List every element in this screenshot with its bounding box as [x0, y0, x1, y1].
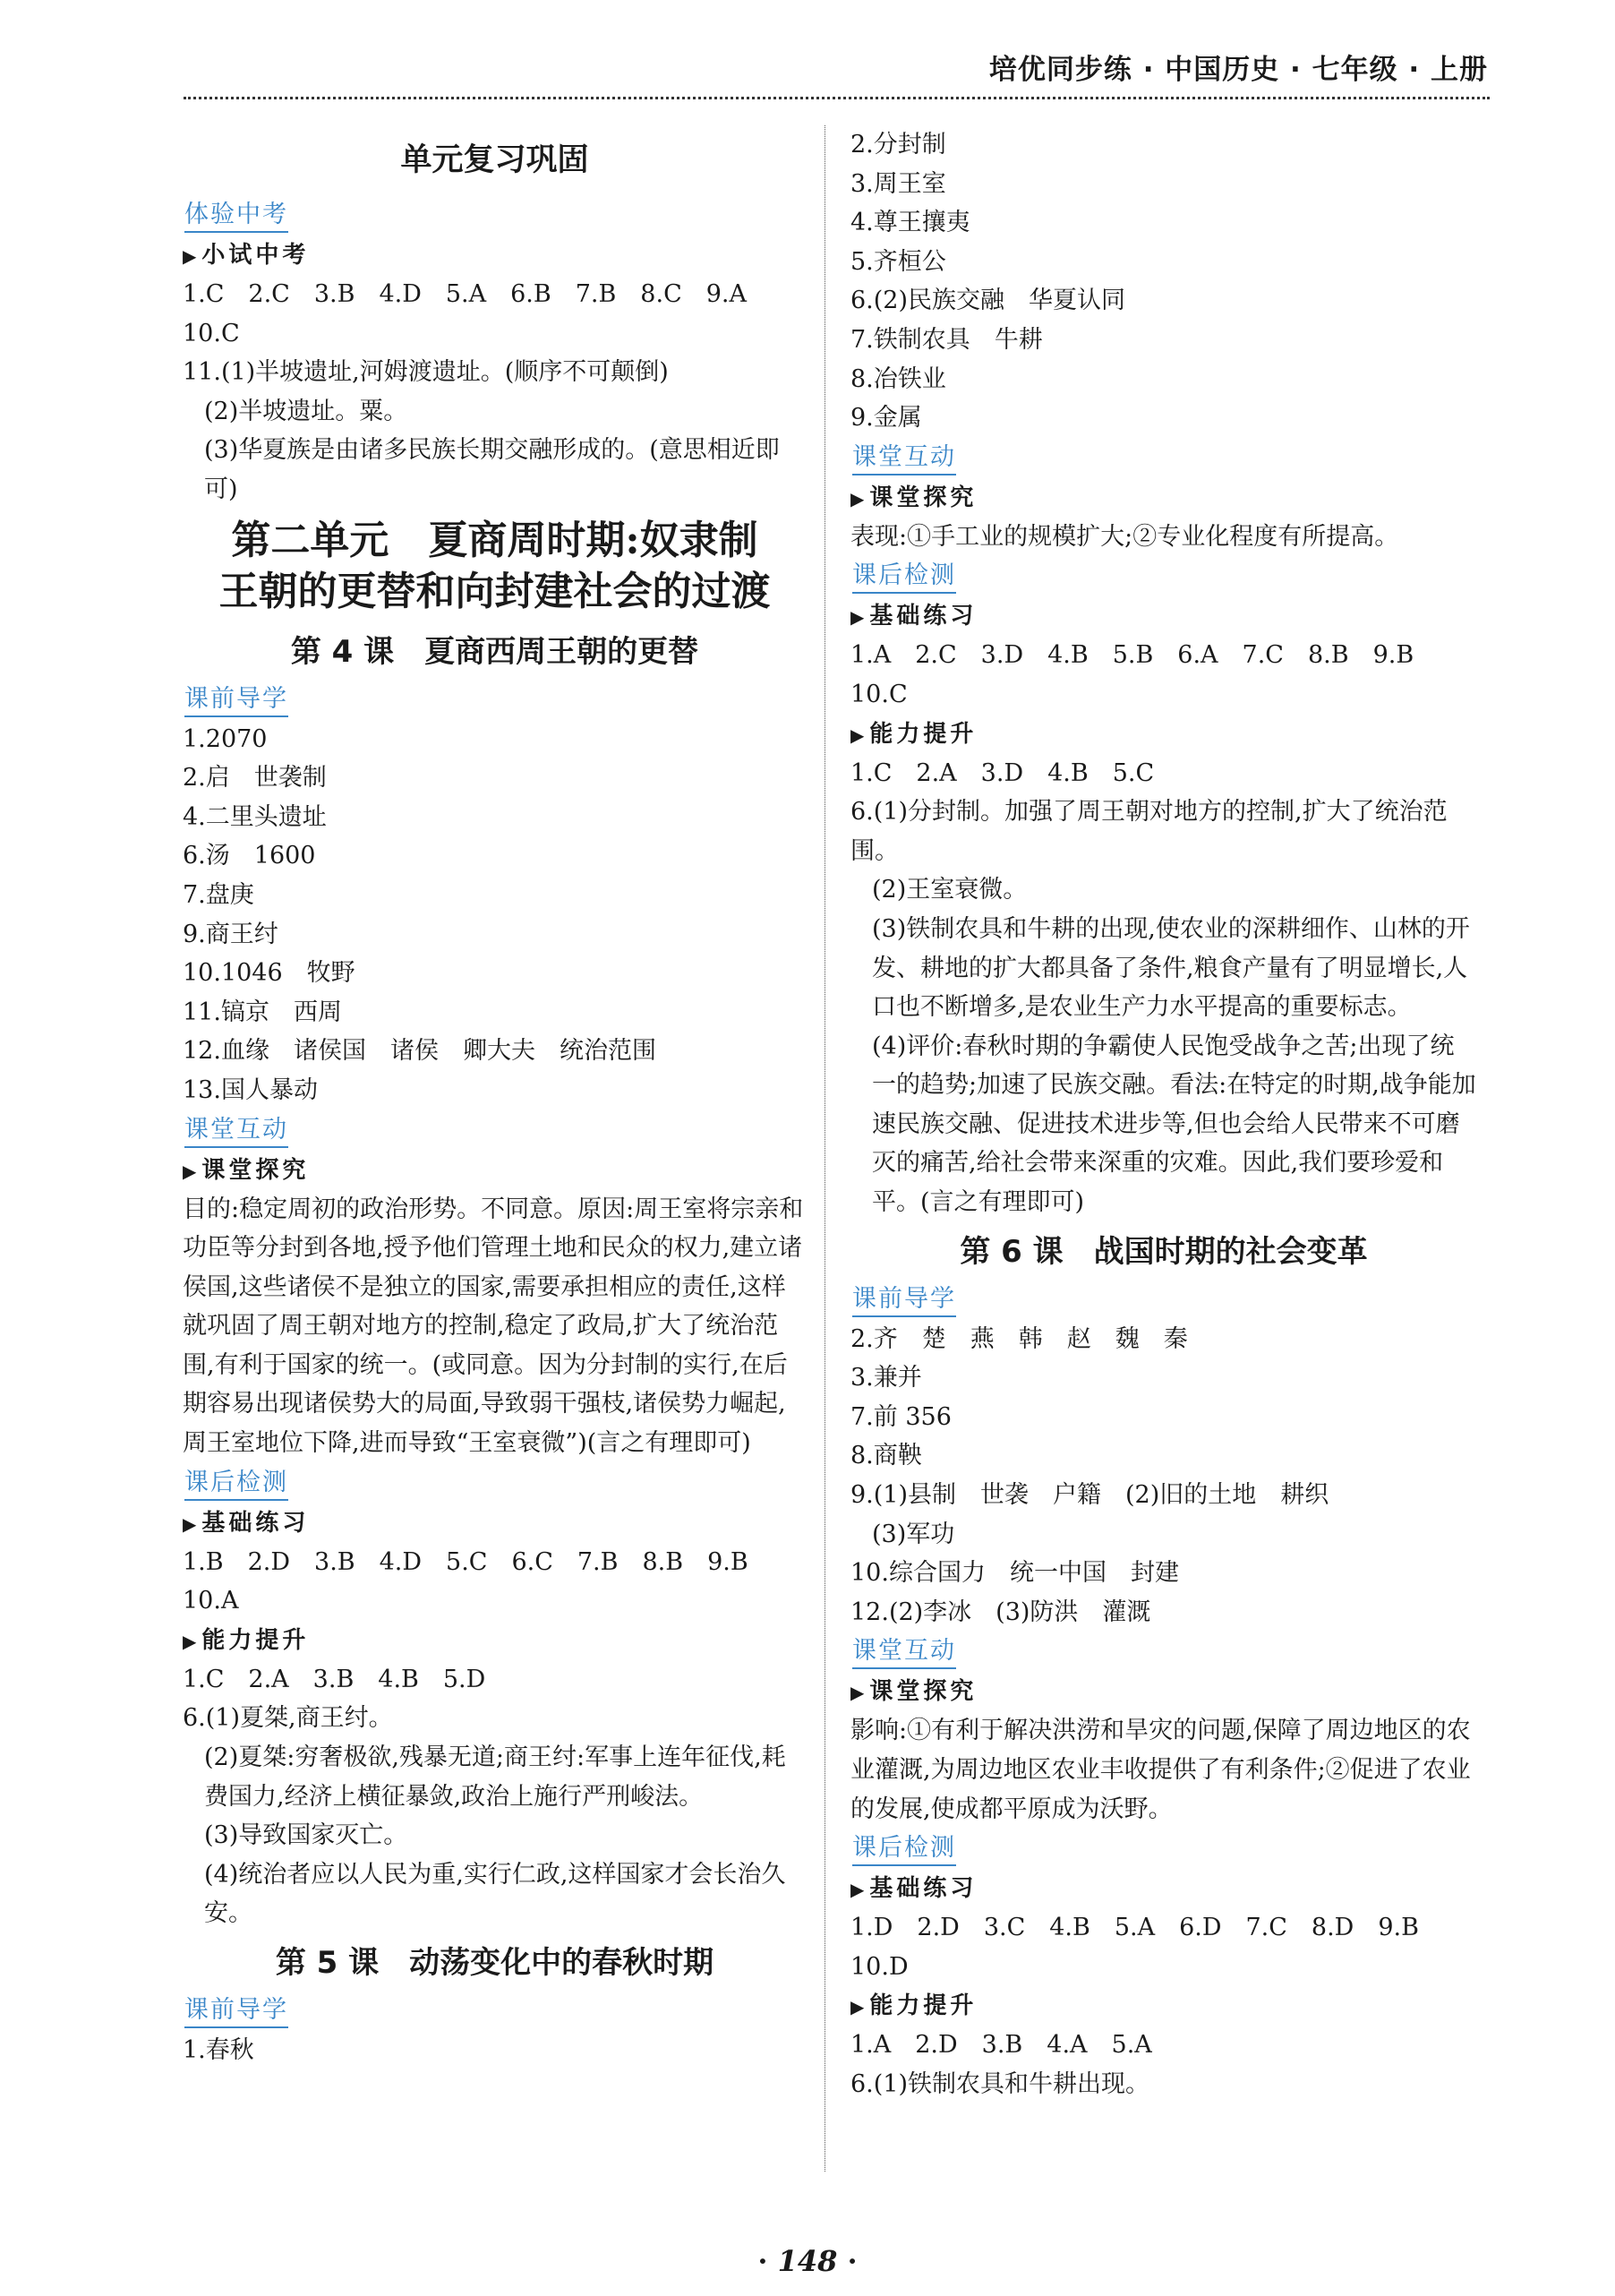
- answer-line: 10.1046 牧野: [183, 959, 355, 988]
- section-label-preview: 课前导学: [184, 683, 288, 717]
- subsection-heading: [850, 596, 1477, 636]
- answer-line: 11.(1)半坡遗址,河姆渡遗址。(顺序不可颠倒): [183, 358, 669, 387]
- left-column: [183, 125, 807, 2070]
- triangle-icon: ▶: [850, 487, 865, 510]
- subsection-heading: [850, 1672, 1477, 1711]
- answer-line: 13.国人暴动: [183, 1075, 318, 1104]
- section-label-preview: 课前导学: [184, 1994, 288, 2028]
- answer-line: 8.商鞅: [850, 1442, 922, 1470]
- answer-line: 3.周王室: [850, 169, 946, 198]
- answer-line: 6.汤 1600: [183, 842, 316, 870]
- answer-line: 9.商王纣: [183, 920, 278, 948]
- answer-group: [183, 1660, 807, 1738]
- answer-line: 10.D: [850, 1952, 909, 1981]
- answer-line: 10.C: [183, 319, 240, 347]
- subsection-label: 课堂探究: [869, 484, 978, 511]
- triangle-icon: ▶: [850, 606, 865, 629]
- section-label-class: 课堂互动: [184, 1114, 288, 1148]
- section-label-preview: 课前导学: [852, 1283, 956, 1317]
- answer-line: 2.齐 楚 燕 韩 赵 魏 秦: [850, 1324, 1188, 1353]
- answer-group: [183, 1738, 807, 1933]
- answer-line: (3)华夏族是由诸多民族长期交融形成的。(意思相近即可): [204, 436, 780, 503]
- answer-group: [850, 1908, 1477, 1986]
- answer-line: 10.C: [850, 680, 908, 708]
- triangle-icon: ▶: [183, 245, 197, 267]
- subsection-heading: [850, 1869, 1477, 1908]
- header-rule: [184, 97, 1490, 99]
- section-label-class: 课堂互动: [852, 441, 956, 475]
- paragraph: 目的:稳定周初的政治形势。不同意。原因:周王室将宗亲和功臣等分封到各地,授予他们管理土地和民众的权力,建立诸侯国,这些诸侯不是独立的国家,需要承担相应的责任,这样就巩固了周王朝对地方的控制,稳定了政局,扩大了统治范围,有利于国家的统一。(或同意。因为分封制的实行,在后期容易出现诸侯势大的局面,导致弱干强枝,诸侯势力崛起,周王室地位下降,进而导致“王室衰微”)(言之有理即可): [183, 1195, 804, 1458]
- answer-line: 8.冶铁业: [850, 364, 946, 393]
- answer-line: 2.分封制: [850, 131, 946, 158]
- answer-line: 2.启 世袭制: [183, 764, 327, 792]
- review-title: 单元复习巩固: [400, 142, 589, 178]
- paragraph: 影响:①有利于解决洪涝和旱灾的问题,保障了周边地区的农业灌溉,为周边地区农业丰收提供了有利条件;②促进了农业的发展,使成都平原成为沃野。: [850, 1717, 1471, 1823]
- triangle-icon: ▶: [183, 1160, 197, 1182]
- subsection-heading: [850, 478, 1477, 518]
- triangle-icon: ▶: [850, 1682, 865, 1704]
- answer-line: 7.前 356: [850, 1402, 952, 1431]
- subsection-label: 能力提升: [869, 720, 978, 748]
- answer-line: 1.D 2.D 3.C 4.B 5.A 6.D 7.C 8.D 9.B: [850, 1914, 1419, 1942]
- answer-line: 1.C 2.C 3.B 4.D 5.A 6.B 7.B 8.C 9.A: [183, 280, 747, 308]
- subsection-heading: [183, 236, 807, 275]
- subsection-label: 小试中考: [201, 242, 310, 269]
- answer-line: 1.B 2.D 3.B 4.D 5.C 6.C 7.B 8.B 9.B: [183, 1547, 748, 1576]
- unit-title: [183, 510, 807, 622]
- lesson-4-title: 第 4 课 夏商西周王朝的更替: [290, 633, 699, 670]
- answer-group: [850, 1320, 1477, 1515]
- answer-line: (4)统治者应以人民为重,实行仁政,这样国家才会长治久安。: [204, 1860, 786, 1928]
- answer-group: [183, 1543, 807, 1621]
- answer-line: 1.A 2.C 3.D 4.B 5.B 6.A 7.C 8.B 9.B: [850, 641, 1414, 670]
- triangle-icon: ▶: [850, 1996, 865, 2018]
- subsection-label: 基础练习: [869, 603, 978, 630]
- answer-line: 10.综合国力 统一中国 封建: [850, 1559, 1179, 1588]
- subsection-label: 课堂探究: [869, 1678, 978, 1706]
- answer-group: [850, 1554, 1477, 1632]
- section-label-exam: 体验中考: [184, 199, 288, 233]
- subsection-label: 课堂探究: [201, 1156, 310, 1184]
- page-number-value: 148: [777, 2244, 838, 2278]
- section-label-after: 课后检测: [184, 1467, 288, 1501]
- unit-title-line: 王朝的更替和向封建社会的过渡: [218, 568, 771, 614]
- answer-line: (4)评价:春秋时期的争霸使人民饱受战争之苦;出现了统一的趋势;加速了民族交融。看法:在特定的时期,战争能加速民族交融、促进技术进步等,但也会给人民带来不可磨灭的痛苦,给社会带来深重的灾难。因此,我们要珍爱和平。(言之有理即可): [872, 1032, 1476, 1217]
- subsection-heading: [183, 1621, 807, 1660]
- answer-line: 5.齐桓公: [850, 247, 946, 276]
- answer-line: 9.金属: [850, 404, 922, 433]
- answer-line: 1.2070: [183, 724, 268, 753]
- answer-line: 12.血缘 诸侯国 诸侯 卿大夫 统治范围: [183, 1037, 656, 1066]
- answer-line: 11.镐京 西周: [183, 998, 342, 1026]
- answer-line: (3)铁制农具和牛耕的出现,使农业的深耕细作、山林的开发、耕地的扩大都具备了条件,粮食产量有了明显增长,人口也不断增多,是农业生产力水平提高的重要标志。: [872, 914, 1470, 1022]
- triangle-icon: ▶: [850, 724, 865, 746]
- answer-line: 6.(1)铁制农具和牛耕出现。: [850, 2069, 1150, 2098]
- answer-line: 4.二里头遗址: [183, 802, 327, 831]
- right-column: [850, 125, 1477, 2104]
- answer-line: (3)导致国家灭亡。: [204, 1821, 408, 1850]
- triangle-icon: ▶: [183, 1630, 197, 1652]
- answer-line: 3.兼并: [850, 1364, 922, 1392]
- answer-group: [850, 2026, 1477, 2103]
- subsection-label: 基础练习: [869, 1875, 978, 1903]
- lesson-5-title: 第 5 课 动荡变化中的春秋时期: [275, 1945, 714, 1981]
- answer-line: 4.尊王攘夷: [850, 209, 970, 237]
- answer-group: [850, 636, 1477, 714]
- triangle-icon: ▶: [183, 1512, 197, 1535]
- running-header: 培优同步练 · 中国历史 · 七年级 · 上册: [988, 54, 1488, 86]
- answer-line: (2)王室衰微。: [872, 876, 1028, 904]
- subsection-label: 能力提升: [201, 1626, 310, 1654]
- triangle-icon: ▶: [850, 1879, 865, 1901]
- answer-line: 1.A 2.D 3.B 4.A 5.A: [850, 2031, 1152, 2060]
- answer-group: [850, 870, 1477, 1221]
- subsection-label: 基础练习: [201, 1509, 310, 1537]
- subsection-heading: [850, 715, 1477, 754]
- answer-line: 1.C 2.A 3.B 4.B 5.D: [183, 1665, 486, 1693]
- answer-line: 6.(1)分封制。加强了周王朝对地方的控制,扩大了统治范围。: [850, 798, 1448, 865]
- answer-line: 7.铁制农具 牛耕: [850, 325, 1043, 354]
- answer-line: 6.(2)民族交融 华夏认同: [850, 287, 1126, 315]
- answer-line: 1.C 2.A 3.D 4.B 5.C: [850, 758, 1155, 787]
- subsection-heading: [850, 1986, 1477, 2026]
- answer-line: (3)军功: [872, 1520, 955, 1548]
- section-label-class: 课堂互动: [852, 1635, 956, 1669]
- answer-group: [183, 2031, 807, 2070]
- answer-line: 1.春秋: [183, 2036, 254, 2064]
- paragraph: 表现:①手工业的规模扩大;②专业化程度有所提高。: [850, 522, 1399, 551]
- answer-line: 9.(1)县制 世袭 户籍 (2)旧的土地 耕织: [850, 1481, 1329, 1510]
- answer-group: [183, 720, 807, 1110]
- answer-line: 7.盘庚: [183, 880, 254, 909]
- unit-title-line: 第二单元 夏商周时期:奴隶制: [231, 517, 758, 563]
- page-number: · 148 ·: [757, 2244, 858, 2278]
- subsection-heading: [183, 1504, 807, 1543]
- answer-group: [850, 125, 1477, 438]
- lesson-6-title: 第 6 课 战国时期的社会变革: [960, 1233, 1368, 1270]
- answer-line: 10.A: [183, 1587, 239, 1615]
- subsection-label: 能力提升: [869, 1992, 978, 2020]
- section-label-after: 课后检测: [852, 560, 956, 594]
- answer-line: (2)夏桀:穷奢极欲,残暴无道;商王纣:军事上连年征伐,耗费国力,经济上横征暴敛,政治上施行严刑峻法。: [204, 1743, 786, 1811]
- answer-line: 12.(2)李冰 (3)防洪 灌溉: [850, 1598, 1151, 1626]
- answer-line: (2)半坡遗址。粟。: [204, 397, 408, 425]
- answer-group: [183, 275, 807, 392]
- subsection-heading: [183, 1151, 807, 1190]
- answer-line: 6.(1)夏桀,商王纣。: [183, 1704, 393, 1733]
- section-label-after: 课后检测: [852, 1832, 956, 1866]
- answer-group: [183, 392, 807, 510]
